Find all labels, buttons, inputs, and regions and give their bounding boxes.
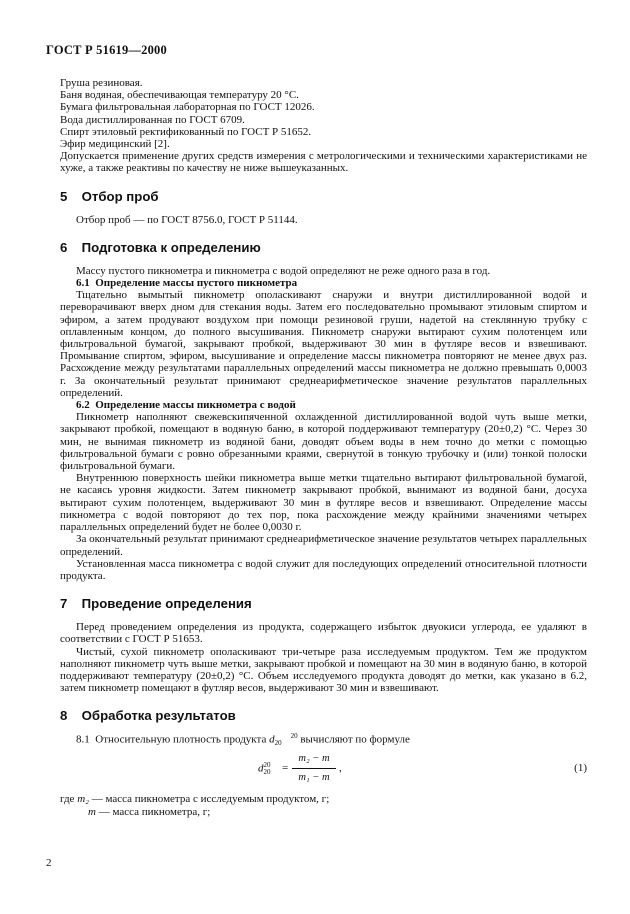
- list-item: Груша резиновая.: [60, 77, 143, 89]
- allowance-paragraph: Допускается применение других средств измерения с метрологическими и техническими характеристиками не хуже, а также реактивы по качеству не ниже вышеуказанных.: [60, 150, 587, 175]
- equipment-list: [60, 77, 587, 150]
- where-symbol: m₂: [77, 793, 89, 806]
- section-7-p2: Чистый, сухой пикнометр ополаскивают три-четыре раза исследуемым продуктом. Тем же продуктом наполняют пикнометр чуть выше метки, закрывают пробкой и помещают на 30 мин в водяную баню, в которой поддерживают температуру (20±0,2) °С. Объем исследуемого продукта доводят до метки, как указано в 6.2, затем пикнометр помещают в футляр весов, выдерживают 30 мин и взвешивают.: [60, 645, 587, 695]
- subsection-6-2-p2: Внутреннюю поверхность шейки пикнометра выше метки тщательно вытирают фильтровальной бумагой, не касаясь уровня жидкости. Затем пикнометр закрывают пробкой, вынимают из водяной бани, досуха вытирают сухим полотенцем, выдерживают 30 мин в футляре весов и взвешивают. Определение массы пикнометра с водой повторяют до тех пор, пока расхождение между крайними значениями четырех параллельных определений будет не более 0,0030 г.: [60, 472, 587, 534]
- list-item: Эфир медицинский [2].: [60, 138, 170, 151]
- list-item: Вода дистиллированная по ГОСТ 6709.: [60, 113, 245, 126]
- section-6-heading: [60, 240, 587, 255]
- formula-1: [60, 753, 587, 789]
- subsection-title: Определение массы пустого пикнометра: [95, 277, 298, 290]
- where-prefix: где: [60, 793, 75, 806]
- subsection-6-2-p4: Установленная масса пикнометра с водой служит для последующих определений относительной плотности продукта.: [60, 557, 587, 582]
- list-item: Баня водяная, обеспечивающая температуру 20 °С.: [60, 89, 299, 102]
- subsection-number: 6.2: [76, 399, 90, 412]
- section-5-text: Отбор проб — по ГОСТ 8756.0, ГОСТ Р 51144.: [76, 213, 298, 226]
- subsection-title: Определение массы пикнометра с водой: [95, 399, 296, 412]
- formula-fraction: [292, 753, 336, 784]
- clause-text: Относительную плотность продукта: [95, 733, 267, 746]
- clause-8-1: [60, 733, 587, 747]
- lhs-sup: 20: [263, 761, 271, 770]
- equation-number: (1): [574, 762, 587, 775]
- section-number: 6: [60, 239, 68, 255]
- numerator: m₂ − m: [298, 753, 330, 765]
- section-title: Проведение определения: [81, 596, 252, 612]
- density-indices: [275, 733, 298, 747]
- denominator: m₁ − m: [298, 772, 330, 784]
- lhs-indices: [264, 762, 271, 776]
- section-number: 7: [60, 596, 68, 612]
- section-title: Обработка результатов: [81, 708, 236, 724]
- section-7-heading: [60, 596, 587, 611]
- where-text: — масса пикнометра, г;: [98, 805, 211, 818]
- where-text: — масса пикнометра с исследуемым продуктом, г;: [91, 793, 330, 806]
- section-title: Подготовка к определению: [81, 239, 261, 255]
- fraction-bar: [292, 768, 336, 769]
- list-item: Бумага фильтровальная лабораторная по ГОСТ 12026.: [60, 101, 315, 114]
- where-line-1: [60, 793, 587, 805]
- density-symbol: d: [269, 733, 275, 746]
- formula-comma: ,: [339, 762, 342, 775]
- lhs-sub: 20: [263, 768, 271, 777]
- document-body: [60, 77, 587, 818]
- subsection-6-2-p3: За окончательный результат принимают среднеарифметическое значение результатов четырех параллельных определений.: [60, 533, 587, 558]
- page-number: 2: [46, 857, 52, 869]
- page-header: ГОСТ Р 51619—2000: [46, 43, 167, 57]
- section-7-p1: Перед проведением определения из продукта, содержащего избыток двуокиси углерода, ее удаляют в соответствии с ГОСТ Р 51653.: [60, 621, 587, 646]
- clause-number: 8.1: [76, 733, 90, 746]
- section-5-heading: [60, 189, 587, 204]
- index-sup: 20: [290, 732, 298, 741]
- section-number: 5: [60, 188, 68, 204]
- where-line-2: [60, 806, 587, 818]
- subsection-number: 6.1: [76, 277, 90, 290]
- list-item: Спирт этиловый ректификованный по ГОСТ Р 51652.: [60, 125, 312, 138]
- section-8-heading: [60, 708, 587, 723]
- section-title: Отбор проб: [81, 188, 159, 204]
- formula-lhs: [258, 762, 271, 776]
- lhs-symbol: d: [258, 762, 264, 775]
- subsection-6-1-text: Тщательно вымытый пикнометр ополаскивают снаружи и внутри дистиллированной водой и переворачивают вверх дном для стекания воды. Затем его последовательно промывают этиловым спиртом и эфиром, а затем продувают воздухом при помощи резиновой груши, надетой на стеклянную трубку с оплавленным концом, до полного высушивания. Пикнометр снаружи вытирают сухим полотенцем или фильтровальной бумагой, закрывают пробкой, выдерживают 30 мин в футляре весов и взвешивают. Промывание спиртом, эфиром, высушивание и определение массы пикнометра повторяют не менее двух раз. Расхождение между результатами параллельных определений массы пикнометра не должно превышать 0,0003 г. За окончательный результат принимают среднеарифметическое значение результатов параллельных определений.: [60, 289, 587, 399]
- index-sub: 20: [274, 739, 282, 748]
- subsection-6-2-p1: Пикнометр наполняют свежевскипяченной охлажденной дистиллированной водой чуть выше метки, закрывают пробкой, помещают в водяную баню, в которой поддерживают температуру (20±0,2) °С. Через 30 мин, не вынимая пикнометр из водяной бани, доводят объем воды в нем точно до метки с помощью фильтровальной бумаги с ровно обрезанными краями, свернутой в тонкую трубочку и (или) тонкой полоски фильтровальной бумаги.: [60, 411, 587, 473]
- section-number: 8: [60, 708, 68, 724]
- section-6-intro: Массу пустого пикнометра и пикнометра с водой определяют не реже одного раза в год.: [76, 264, 491, 277]
- clause-tail: вычисляют по формуле: [300, 733, 410, 746]
- subsection-6-2-heading: [60, 399, 587, 411]
- equals-sign: =: [282, 762, 289, 775]
- subsection-6-1-heading: [60, 277, 587, 289]
- where-symbol: m: [88, 805, 96, 818]
